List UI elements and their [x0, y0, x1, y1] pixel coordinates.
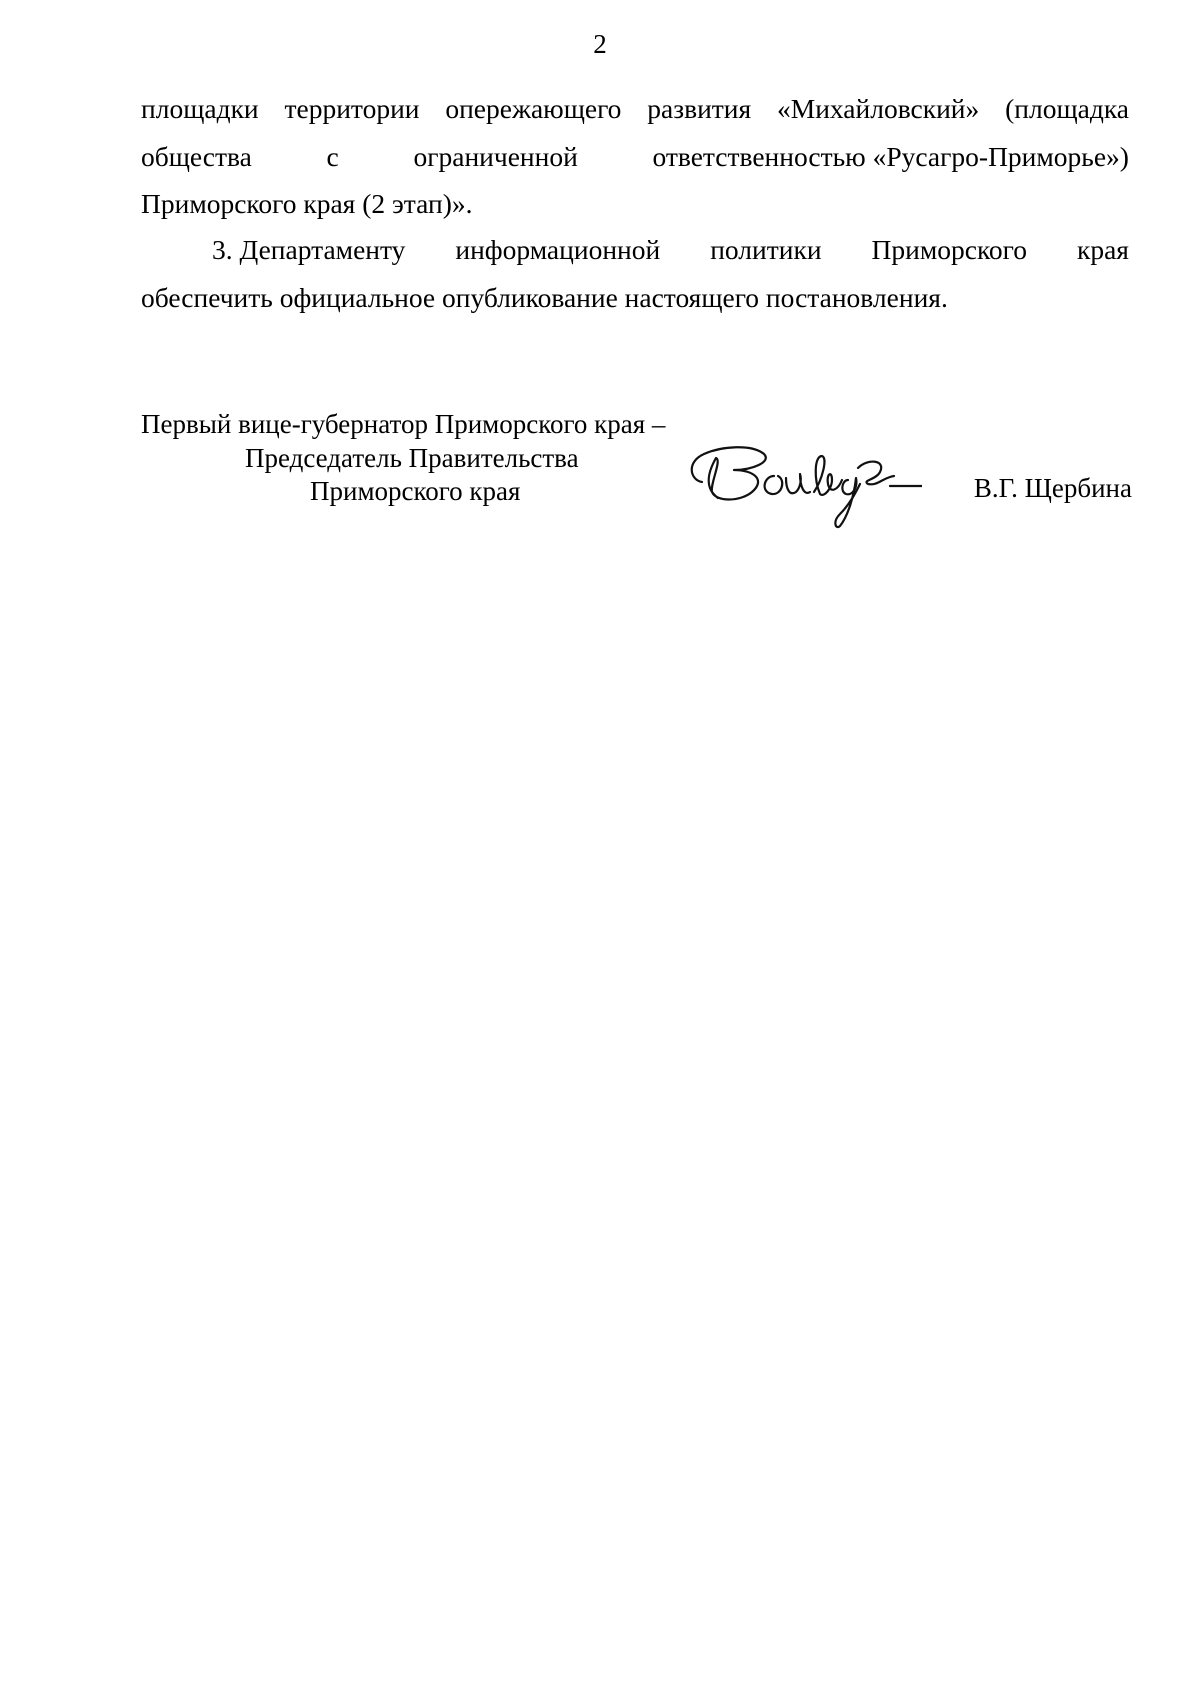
word: площадки: [141, 93, 259, 124]
body-line-3: Приморского края (2 этап)».: [141, 188, 473, 219]
word: политики: [710, 234, 822, 265]
handwritten-signature: [682, 440, 922, 540]
body-line-1: [141, 93, 1129, 125]
word: «Михайловский»: [777, 93, 980, 124]
page-number: 2: [593, 29, 607, 59]
signatory-title-line-3: Приморского края: [310, 476, 521, 506]
word: 3. Департаменту: [212, 234, 406, 265]
signatory-name: В.Г. Щербина: [973, 473, 1132, 503]
word: с: [326, 141, 339, 172]
word: территории: [284, 93, 420, 124]
body-line-5: обеспечить официальное опубликование настоящего постановления.: [141, 282, 948, 313]
word: развития: [647, 93, 752, 124]
word: ответственностью «Русагро-Приморье»): [652, 141, 1129, 172]
body-line-2: [141, 141, 1129, 173]
word: общества: [141, 141, 252, 172]
signatory-title-line-1: Первый вице-губернатор Приморского края –: [141, 409, 666, 439]
signatory-title-line-2: Председатель Правительства: [245, 443, 579, 473]
word: края: [1076, 234, 1129, 265]
word: (площадка: [1005, 93, 1129, 124]
word: Приморского: [871, 234, 1028, 265]
word: ограниченной: [413, 141, 578, 172]
body-line-4: [212, 234, 1129, 266]
word: информационной: [455, 234, 661, 265]
word: опережающего: [445, 93, 622, 124]
